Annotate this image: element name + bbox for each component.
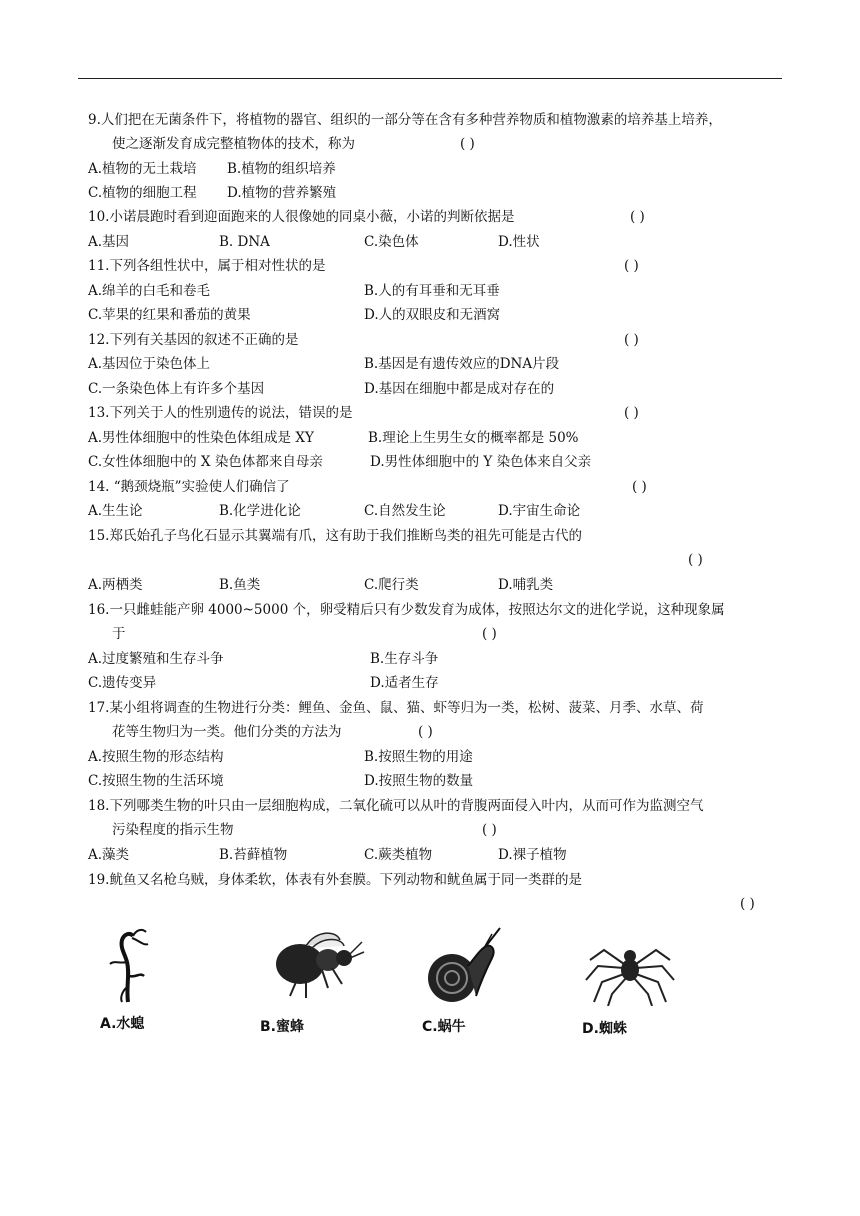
question-18-option-d: D.裸子植物 (498, 847, 567, 863)
question-17-answer-paren: ( ) (418, 724, 433, 740)
question-18-stem: 18.下列哪类生物的叶只由一层细胞构成，二氧化硫可以从叶的背腹两面侵入叶内，从而可作为监测空气 (88, 798, 704, 814)
question-10-stem: 10.小诺晨跑时看到迎面跑来的人很像她的同桌小薇，小诺的判断依据是 (88, 209, 515, 225)
question-16-option-c: C.遗传变异 (88, 675, 157, 691)
spider-figure (584, 936, 676, 1006)
question-9-option-b: B.植物的组织培养 (227, 161, 336, 177)
question-15-option-c: C.爬行类 (364, 577, 419, 593)
question-12-option-a: A.基因位于染色体上 (88, 356, 211, 372)
question-9-option-a: A.植物的无土栽培 (88, 161, 197, 177)
bee-figure (266, 928, 366, 1000)
question-11-option-b: B.人的有耳垂和无耳垂 (364, 283, 500, 299)
question-14-option-b: B.化学进化论 (219, 503, 301, 519)
question-15-option-a: A.两栖类 (88, 577, 143, 593)
question-10-answer-paren: ( ) (630, 209, 645, 225)
figure-label-d: D.蜘蛛 (582, 1021, 627, 1037)
question-10-option-a: A.基因 (88, 234, 130, 250)
hydra-figure (100, 926, 160, 1006)
question-14-option-a: A.生生论 (88, 503, 143, 519)
question-16-option-a: A.过度繁殖和生存斗争 (88, 651, 224, 667)
question-9-stem-cont: 使之逐渐发育成完整植物体的技术，称为 (112, 136, 355, 152)
question-17-stem: 17.某小组将调查的生物进行分类：鲤鱼、金鱼、鼠、猫、虾等归为一类，松树、菠菜、月季、水草、荷 (88, 700, 704, 716)
question-11-stem: 11.下列各组性状中，属于相对性状的是 (88, 258, 326, 274)
question-10-option-c: C.染色体 (364, 234, 419, 250)
question-16-answer-paren: ( ) (482, 626, 497, 642)
question-19-stem: 19.鱿鱼又名枪乌贼，身体柔软，体表有外套膜。下列动物和鱿鱼属于同一类群的是 (88, 872, 582, 888)
header-rule (78, 78, 782, 79)
question-14-answer-paren: ( ) (632, 479, 647, 495)
question-13-stem: 13.下列关于人的性别遗传的说法，错误的是 (88, 405, 353, 421)
question-11-option-d: D.人的双眼皮和无酒窝 (364, 307, 501, 323)
figure-label-b: B.蜜蜂 (260, 1019, 304, 1035)
question-14-option-d: D.宇宙生命论 (498, 503, 581, 519)
figure-label-c: C.蜗牛 (422, 1019, 466, 1035)
question-13-option-b: B.理论上生男生女的概率都是 50% (368, 430, 579, 446)
hydra-illustration (100, 926, 160, 1006)
question-13-answer-paren: ( ) (624, 405, 639, 421)
question-9-answer-paren: ( ) (460, 136, 475, 152)
question-10-option-b: B. DNA (219, 234, 270, 250)
question-18-option-c: C.蕨类植物 (364, 847, 433, 863)
question-17-option-c: C.按照生物的生活环境 (88, 773, 224, 789)
question-16-stem: 16.一只雌蛙能产卵 4000~5000 个，卵受精后只有少数发育为成体，按照达尔文的进化学说，这种现象属 (88, 602, 725, 618)
question-13-option-a: A.男性体细胞中的性染色体组成是 XY (88, 430, 314, 446)
question-12-stem: 12.下列有关基因的叙述不正确的是 (88, 332, 299, 348)
question-9-option-d: D.植物的营养繁殖 (227, 185, 337, 201)
question-17-option-a: A.按照生物的形态结构 (88, 749, 224, 765)
question-11-option-c: C.苹果的红果和番茄的黄果 (88, 307, 251, 323)
question-14-stem: 14. “鹅颈烧瓶”实验使人们确信了 (88, 479, 290, 495)
question-16-option-d: D.适者生存 (370, 675, 439, 691)
question-9-option-c: C.植物的细胞工程 (88, 185, 197, 201)
question-12-answer-paren: ( ) (624, 332, 639, 348)
question-14-option-c: C.自然发生论 (364, 503, 446, 519)
question-19-answer-paren: ( ) (740, 896, 755, 912)
question-18-answer-paren: ( ) (482, 822, 497, 838)
question-13-option-d: D.男性体细胞中的 Y 染色体来自父亲 (370, 454, 592, 470)
question-18-stem-cont: 污染程度的指示生物 (112, 822, 234, 838)
question-17-option-d: D.按照生物的数量 (364, 773, 474, 789)
question-17-option-b: B.按照生物的用途 (364, 749, 473, 765)
question-18-option-b: B.苔藓植物 (219, 847, 288, 863)
question-11-answer-paren: ( ) (624, 258, 639, 274)
question-9-stem: 9.人们把在无菌条件下，将植物的器官、组织的一部分等在含有多种营养物质和植物激素的培养基上培养， (88, 112, 722, 128)
question-11-option-a: A.绵羊的白毛和卷毛 (88, 283, 211, 299)
question-12-option-c: C.一条染色体上有许多个基因 (88, 381, 265, 397)
question-12-option-b: B.基因是有遗传效应的DNA片段 (364, 356, 560, 372)
question-15-option-d: D.哺乳类 (498, 577, 554, 593)
question-10-option-d: D.性状 (498, 234, 540, 250)
bee-illustration (266, 928, 366, 1000)
question-16-option-b: B.生存斗争 (370, 651, 439, 667)
snail-illustration (424, 926, 508, 1008)
question-16-stem-cont: 于 (112, 626, 126, 642)
question-15-stem: 15.郑氏始孔子鸟化石显示其翼端有爪，这有助于我们推断鸟类的祖先可能是古代的 (88, 528, 582, 544)
question-17-stem-cont: 花等生物归为一类。他们分类的方法为 (112, 724, 342, 740)
question-15-answer-paren: ( ) (688, 552, 703, 568)
question-13-option-c: C.女性体细胞中的 X 染色体都来自母亲 (88, 454, 323, 470)
figure-label-a: A.水螅 (100, 1016, 145, 1032)
spider-illustration (584, 936, 676, 1006)
question-15-option-b: B.鱼类 (219, 577, 261, 593)
question-12-option-d: D.基因在细胞中都是成对存在的 (364, 381, 555, 397)
snail-figure (424, 926, 508, 1008)
question-18-option-a: A.藻类 (88, 847, 130, 863)
